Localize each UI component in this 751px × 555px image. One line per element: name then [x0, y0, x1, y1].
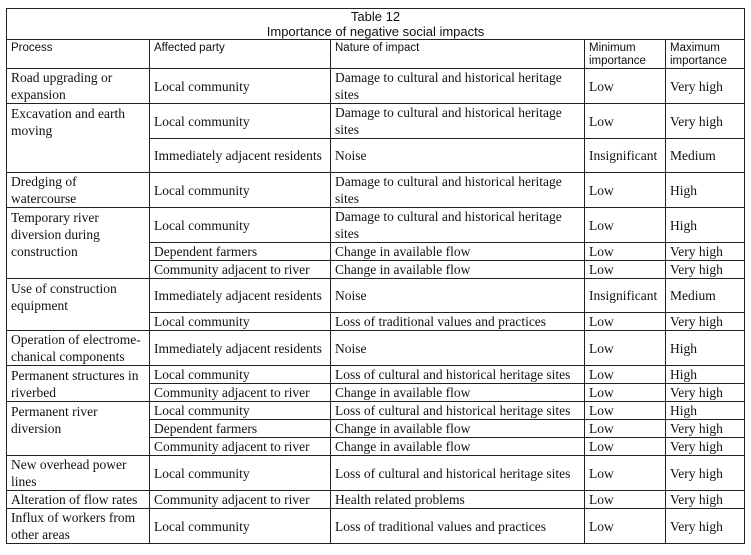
- process-cell: Excavation and earth moving: [7, 104, 150, 173]
- nature-of-impact-cell: Damage to cultural and historical heritage sites: [331, 104, 585, 139]
- nature-of-impact-cell: Health related problems: [331, 491, 585, 509]
- affected-party-cell: Local community: [150, 402, 331, 420]
- table-row: [7, 366, 745, 384]
- minimum-importance-cell: Low: [585, 366, 666, 384]
- minimum-importance-cell: Low: [585, 104, 666, 139]
- maximum-importance-cell: Medium: [666, 279, 745, 313]
- affected-party-cell: Community adjacent to river: [150, 438, 331, 456]
- minimum-importance-cell: Low: [585, 331, 666, 366]
- affected-party-cell: Local community: [150, 104, 331, 139]
- nature-of-impact-cell: Change in available flow: [331, 384, 585, 402]
- table-caption: [7, 9, 745, 40]
- nature-of-impact-cell: Loss of traditional values and practices: [331, 313, 585, 331]
- maximum-importance-cell: Medium: [666, 139, 745, 173]
- maximum-importance-cell: Very high: [666, 491, 745, 509]
- nature-of-impact-cell: Damage to cultural and historical heritage sites: [331, 69, 585, 104]
- affected-party-cell: Dependent farmers: [150, 420, 331, 438]
- minimum-importance-cell: Low: [585, 509, 666, 544]
- process-cell: Operation of electrome-chanical components: [7, 331, 150, 366]
- table-row: [7, 509, 745, 544]
- maximum-importance-cell: Very high: [666, 313, 745, 331]
- minimum-importance-cell: Low: [585, 243, 666, 261]
- nature-of-impact-cell: Change in available flow: [331, 438, 585, 456]
- table-row: [7, 173, 745, 208]
- maximum-importance-cell: Very high: [666, 456, 745, 491]
- process-cell: Permanent structures in riverbed: [7, 366, 150, 402]
- affected-party-cell: Immediately adjacent residents: [150, 139, 331, 173]
- nature-of-impact-cell: Change in available flow: [331, 243, 585, 261]
- maximum-importance-cell: High: [666, 208, 745, 243]
- header-row: [7, 40, 745, 69]
- maximum-importance-cell: Very high: [666, 438, 745, 456]
- maximum-importance-cell: High: [666, 173, 745, 208]
- process-cell: Alteration of flow rates: [7, 491, 150, 509]
- minimum-importance-cell: Insignificant: [585, 279, 666, 313]
- table-row: [7, 69, 745, 104]
- minimum-importance-cell: Low: [585, 402, 666, 420]
- affected-party-cell: Immediately adjacent residents: [150, 279, 331, 313]
- process-cell: Temporary river diversion during construction: [7, 208, 150, 279]
- minimum-importance-cell: Insignificant: [585, 139, 666, 173]
- minimum-importance-cell: Low: [585, 313, 666, 331]
- affected-party-cell: Local community: [150, 208, 331, 243]
- process-cell: New overhead power lines: [7, 456, 150, 491]
- process-cell: Dredging of watercourse: [7, 173, 150, 208]
- minimum-importance-cell: Low: [585, 384, 666, 402]
- affected-party-cell: Local community: [150, 509, 331, 544]
- maximum-importance-cell: Very high: [666, 104, 745, 139]
- maximum-importance-cell: High: [666, 366, 745, 384]
- table-row: [7, 208, 745, 243]
- minimum-importance-cell: Low: [585, 173, 666, 208]
- maximum-importance-cell: High: [666, 402, 745, 420]
- header-nature-of-impact: Nature of impact: [331, 40, 585, 69]
- table-row: [7, 279, 745, 313]
- minimum-importance-cell: Low: [585, 491, 666, 509]
- maximum-importance-cell: High: [666, 331, 745, 366]
- nature-of-impact-cell: Change in available flow: [331, 261, 585, 279]
- maximum-importance-cell: Very high: [666, 261, 745, 279]
- nature-of-impact-cell: Loss of traditional values and practices: [331, 509, 585, 544]
- affected-party-cell: Community adjacent to river: [150, 384, 331, 402]
- table-title: Table 12: [350, 9, 401, 24]
- nature-of-impact-cell: Loss of cultural and historical heritage sites: [331, 456, 585, 491]
- nature-of-impact-cell: Noise: [331, 139, 585, 173]
- nature-of-impact-cell: Change in available flow: [331, 420, 585, 438]
- process-cell: Permanent river diversion: [7, 402, 150, 456]
- maximum-importance-cell: Very high: [666, 509, 745, 544]
- maximum-importance-cell: Very high: [666, 69, 745, 104]
- nature-of-impact-cell: Loss of cultural and historical heritage sites: [331, 366, 585, 384]
- nature-of-impact-cell: Noise: [331, 331, 585, 366]
- maximum-importance-cell: Very high: [666, 384, 745, 402]
- affected-party-cell: Community adjacent to river: [150, 491, 331, 509]
- affected-party-cell: Local community: [150, 366, 331, 384]
- table-body: [7, 69, 745, 544]
- affected-party-cell: Local community: [150, 456, 331, 491]
- minimum-importance-cell: Low: [585, 261, 666, 279]
- process-cell: Road upgrading or expansion: [7, 69, 150, 104]
- affected-party-cell: Dependent farmers: [150, 243, 331, 261]
- table-row: [7, 456, 745, 491]
- minimum-importance-cell: Low: [585, 438, 666, 456]
- table-row: [7, 331, 745, 366]
- minimum-importance-cell: Low: [585, 208, 666, 243]
- table-row: [7, 402, 745, 420]
- minimum-importance-cell: Low: [585, 69, 666, 104]
- header-affected-party: Affected party: [150, 40, 331, 69]
- nature-of-impact-cell: Loss of cultural and historical heritage sites: [331, 402, 585, 420]
- maximum-importance-cell: Very high: [666, 420, 745, 438]
- process-cell: Use of construction equipment: [7, 279, 150, 331]
- affected-party-cell: Local community: [150, 313, 331, 331]
- header-maximum-importance: Maximum importance: [666, 40, 745, 69]
- minimum-importance-cell: Low: [585, 456, 666, 491]
- affected-party-cell: Immediately adjacent residents: [150, 331, 331, 366]
- nature-of-impact-cell: Noise: [331, 279, 585, 313]
- header-process: Process: [7, 40, 150, 69]
- affected-party-cell: Local community: [150, 173, 331, 208]
- table-row: [7, 491, 745, 509]
- table-subtitle: Importance of negative social impacts: [266, 24, 485, 39]
- maximum-importance-cell: Very high: [666, 243, 745, 261]
- affected-party-cell: Community adjacent to river: [150, 261, 331, 279]
- impacts-table: [6, 8, 745, 544]
- affected-party-cell: Local community: [150, 69, 331, 104]
- nature-of-impact-cell: Damage to cultural and historical heritage sites: [331, 173, 585, 208]
- minimum-importance-cell: Low: [585, 420, 666, 438]
- table-row: [7, 104, 745, 139]
- header-minimum-importance: Minimum importance: [585, 40, 666, 69]
- process-cell: Influx of workers from other areas: [7, 509, 150, 544]
- nature-of-impact-cell: Damage to cultural and historical heritage sites: [331, 208, 585, 243]
